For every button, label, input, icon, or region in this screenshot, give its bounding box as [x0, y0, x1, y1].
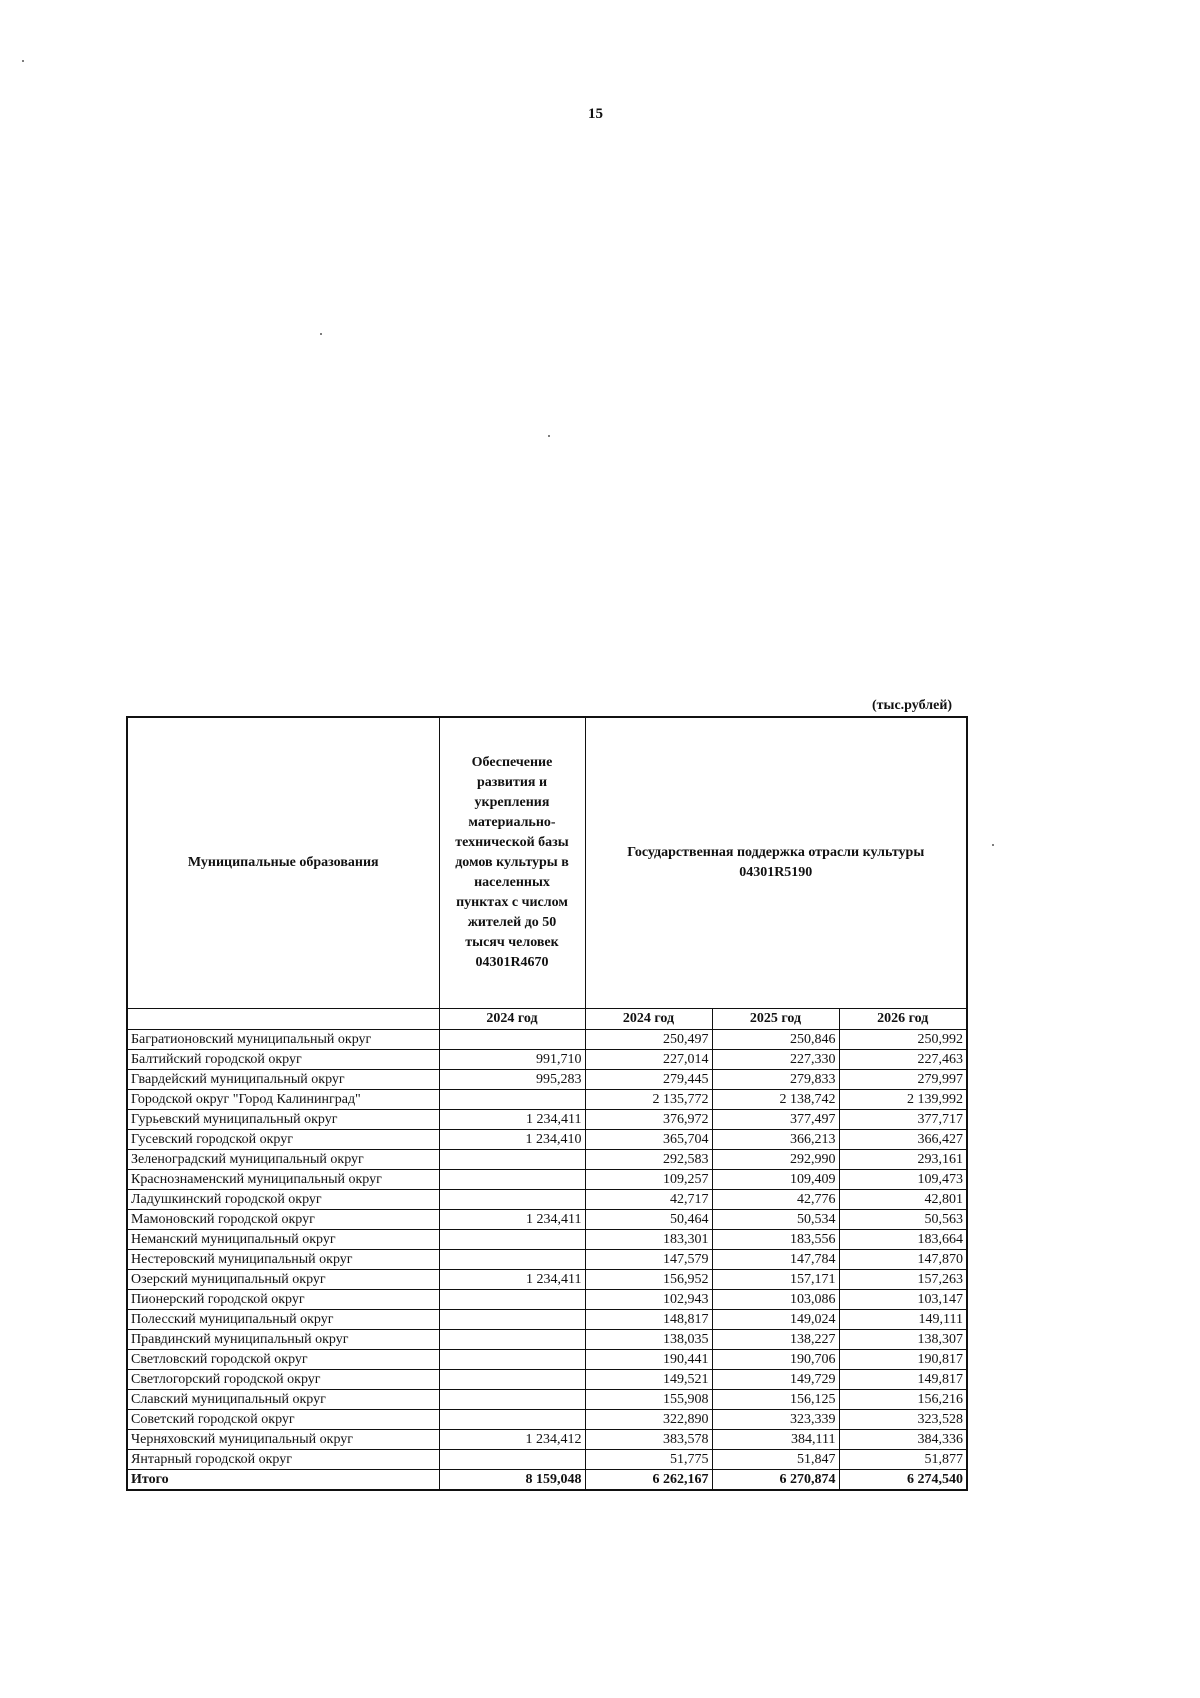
municipality-name: Гурьевский муниципальный округ [127, 1110, 439, 1130]
municipality-name: Мамоновский городской округ [127, 1210, 439, 1230]
value-b2025: 157,171 [712, 1270, 839, 1290]
value-a2024: 991,710 [439, 1050, 585, 1070]
table-row [127, 1190, 967, 1210]
value-b2024: 109,257 [585, 1170, 712, 1190]
header-line: 04301R4670 [475, 955, 549, 970]
value-b2024: 155,908 [585, 1390, 712, 1410]
municipality-name: Славский муниципальный округ [127, 1390, 439, 1410]
municipality-name: Неманский муниципальный округ [127, 1230, 439, 1250]
table-row [127, 1350, 967, 1370]
table-row [127, 1270, 967, 1290]
value-a2024 [439, 1230, 585, 1250]
value-b2026: 323,528 [839, 1410, 967, 1430]
value-b2024: 138,035 [585, 1330, 712, 1350]
header-line: Государственная поддержка отрасли культуры [627, 845, 925, 860]
table-row [127, 1330, 967, 1350]
header-culture-support [585, 717, 967, 1009]
year-header-a2024: 2024 год [439, 1009, 585, 1030]
value-b2025: 156,125 [712, 1390, 839, 1410]
page-number: 15 [588, 106, 603, 122]
value-b2025: 377,497 [712, 1110, 839, 1130]
value-b2026: 190,817 [839, 1350, 967, 1370]
value-a2024 [439, 1150, 585, 1170]
value-b2025: 250,846 [712, 1030, 839, 1050]
value-b2024: 322,890 [585, 1410, 712, 1430]
header-line: материально- [468, 815, 556, 830]
value-b2025: 109,409 [712, 1170, 839, 1190]
table-row [127, 1110, 967, 1130]
municipality-name: Правдинский муниципальный округ [127, 1330, 439, 1350]
value-b2025: 227,330 [712, 1050, 839, 1070]
total-value-b2025: 6 270,874 [712, 1470, 839, 1491]
value-b2025: 149,024 [712, 1310, 839, 1330]
municipality-name: Краснознаменский муниципальный округ [127, 1170, 439, 1190]
budget-table [126, 716, 968, 1491]
value-b2026: 149,111 [839, 1310, 967, 1330]
header-line: тысяч человек [465, 935, 559, 950]
value-b2025: 138,227 [712, 1330, 839, 1350]
municipality-name: Гвардейский муниципальный округ [127, 1070, 439, 1090]
value-a2024: 1 234,412 [439, 1430, 585, 1450]
value-a2024: 995,283 [439, 1070, 585, 1090]
table-row [127, 1170, 967, 1190]
value-b2024: 383,578 [585, 1430, 712, 1450]
table-row [127, 1310, 967, 1330]
value-b2024: 2 135,772 [585, 1090, 712, 1110]
municipality-name: Пионерский городской округ [127, 1290, 439, 1310]
value-b2026: 50,563 [839, 1210, 967, 1230]
value-b2026: 103,147 [839, 1290, 967, 1310]
value-a2024 [439, 1410, 585, 1430]
header-line: жителей до 50 [467, 915, 557, 930]
value-b2025: 366,213 [712, 1130, 839, 1150]
value-b2024: 51,775 [585, 1450, 712, 1470]
value-a2024 [439, 1330, 585, 1350]
header-line: 04301R5190 [739, 865, 813, 880]
value-b2025: 384,111 [712, 1430, 839, 1450]
table-row [127, 1050, 967, 1070]
scan-speck [22, 60, 24, 62]
value-b2026: 149,817 [839, 1370, 967, 1390]
header-col-b-lines [589, 843, 964, 883]
header-line: технической базы [455, 835, 569, 850]
total-value-b2024: 6 262,167 [585, 1470, 712, 1491]
value-b2024: 365,704 [585, 1130, 712, 1150]
table-body [127, 1030, 967, 1491]
municipality-name: Озерский муниципальный округ [127, 1270, 439, 1290]
municipality-name: Ладушкинский городской округ [127, 1190, 439, 1210]
value-b2026: 293,161 [839, 1150, 967, 1170]
value-a2024 [439, 1190, 585, 1210]
value-b2026: 227,463 [839, 1050, 967, 1070]
header-line: населенных [474, 875, 550, 890]
value-b2026: 250,992 [839, 1030, 967, 1050]
table-row [127, 1250, 967, 1270]
value-b2025: 279,833 [712, 1070, 839, 1090]
value-b2025: 292,990 [712, 1150, 839, 1170]
value-b2026: 2 139,992 [839, 1090, 967, 1110]
value-a2024 [439, 1370, 585, 1390]
scan-speck [548, 435, 550, 437]
value-b2025: 323,339 [712, 1410, 839, 1430]
year-header-b2026: 2026 год [839, 1009, 967, 1030]
value-b2025: 42,776 [712, 1190, 839, 1210]
value-b2026: 384,336 [839, 1430, 967, 1450]
value-a2024: 1 234,411 [439, 1270, 585, 1290]
header-line: Обеспечение [471, 755, 553, 770]
table-row [127, 1090, 967, 1110]
value-b2024: 190,441 [585, 1350, 712, 1370]
header-line: укрепления [474, 795, 550, 810]
municipality-name: Янтарный городской округ [127, 1450, 439, 1470]
value-b2024: 227,014 [585, 1050, 712, 1070]
value-a2024 [439, 1030, 585, 1050]
unit-note: (тыс.рублей) [872, 698, 953, 713]
municipality-name: Багратионовский муниципальный округ [127, 1030, 439, 1050]
value-b2026: 109,473 [839, 1170, 967, 1190]
value-b2024: 156,952 [585, 1270, 712, 1290]
scan-speck [992, 844, 994, 846]
header-col-a-lines [443, 753, 582, 973]
value-b2026: 51,877 [839, 1450, 967, 1470]
municipality-name: Зеленоградский муниципальный округ [127, 1150, 439, 1170]
table-row [127, 1290, 967, 1310]
value-b2026: 157,263 [839, 1270, 967, 1290]
municipality-name: Советский городской округ [127, 1410, 439, 1430]
value-b2024: 42,717 [585, 1190, 712, 1210]
municipality-name: Черняховский муниципальный округ [127, 1430, 439, 1450]
value-b2024: 183,301 [585, 1230, 712, 1250]
value-b2024: 292,583 [585, 1150, 712, 1170]
value-b2026: 377,717 [839, 1110, 967, 1130]
municipality-name: Светловский городской округ [127, 1350, 439, 1370]
value-b2025: 147,784 [712, 1250, 839, 1270]
value-b2026: 279,997 [839, 1070, 967, 1090]
table-row [127, 1070, 967, 1090]
value-b2024: 50,464 [585, 1210, 712, 1230]
value-a2024: 1 234,410 [439, 1130, 585, 1150]
value-b2025: 149,729 [712, 1370, 839, 1390]
table-row [127, 1150, 967, 1170]
municipality-name: Полесский муниципальный округ [127, 1310, 439, 1330]
value-b2024: 250,497 [585, 1030, 712, 1050]
value-b2025: 2 138,742 [712, 1090, 839, 1110]
table-row [127, 1430, 967, 1450]
municipality-name: Балтийский городской округ [127, 1050, 439, 1070]
header-line: развития и [476, 775, 548, 790]
value-a2024 [439, 1290, 585, 1310]
value-b2025: 183,556 [712, 1230, 839, 1250]
table-row [127, 1370, 967, 1390]
value-a2024 [439, 1350, 585, 1370]
table-row [127, 1230, 967, 1250]
value-a2024 [439, 1390, 585, 1410]
header-line: пунктах с числом [456, 895, 568, 910]
value-b2024: 376,972 [585, 1110, 712, 1130]
value-b2024: 102,943 [585, 1290, 712, 1310]
total-row [127, 1470, 967, 1491]
value-b2025: 51,847 [712, 1450, 839, 1470]
value-b2026: 183,664 [839, 1230, 967, 1250]
table-row [127, 1210, 967, 1230]
total-municipality-name: Итого [127, 1470, 439, 1491]
total-value-a2024: 8 159,048 [439, 1470, 585, 1491]
value-a2024 [439, 1250, 585, 1270]
value-a2024 [439, 1310, 585, 1330]
year-header-b2024: 2024 год [585, 1009, 712, 1030]
value-b2026: 138,307 [839, 1330, 967, 1350]
municipality-name: Гусевский городской округ [127, 1130, 439, 1150]
header-culture-houses-funding [439, 717, 585, 1009]
value-b2026: 156,216 [839, 1390, 967, 1410]
value-b2026: 42,801 [839, 1190, 967, 1210]
value-b2025: 50,534 [712, 1210, 839, 1230]
municipality-name: Городской округ "Город Калининград" [127, 1090, 439, 1110]
municipality-name: Нестеровский муниципальный округ [127, 1250, 439, 1270]
value-b2024: 148,817 [585, 1310, 712, 1330]
value-b2025: 190,706 [712, 1350, 839, 1370]
table-row [127, 1130, 967, 1150]
value-b2026: 147,870 [839, 1250, 967, 1270]
header-municipalities: Муниципальные образования [127, 717, 439, 1009]
scan-speck [320, 333, 322, 335]
year-header-b2025: 2025 год [712, 1009, 839, 1030]
header-line: домов культуры в [455, 855, 569, 870]
total-value-b2026: 6 274,540 [839, 1470, 967, 1491]
table-row [127, 1450, 967, 1470]
value-a2024 [439, 1170, 585, 1190]
table-row [127, 1030, 967, 1050]
value-a2024: 1 234,411 [439, 1210, 585, 1230]
municipality-name: Светлогорский городской округ [127, 1370, 439, 1390]
value-b2026: 366,427 [839, 1130, 967, 1150]
value-b2024: 149,521 [585, 1370, 712, 1390]
value-a2024 [439, 1450, 585, 1470]
value-a2024: 1 234,411 [439, 1110, 585, 1130]
table-row [127, 1410, 967, 1430]
value-a2024 [439, 1090, 585, 1110]
value-b2025: 103,086 [712, 1290, 839, 1310]
table-row [127, 1390, 967, 1410]
year-header-empty [127, 1009, 439, 1030]
value-b2024: 279,445 [585, 1070, 712, 1090]
value-b2024: 147,579 [585, 1250, 712, 1270]
